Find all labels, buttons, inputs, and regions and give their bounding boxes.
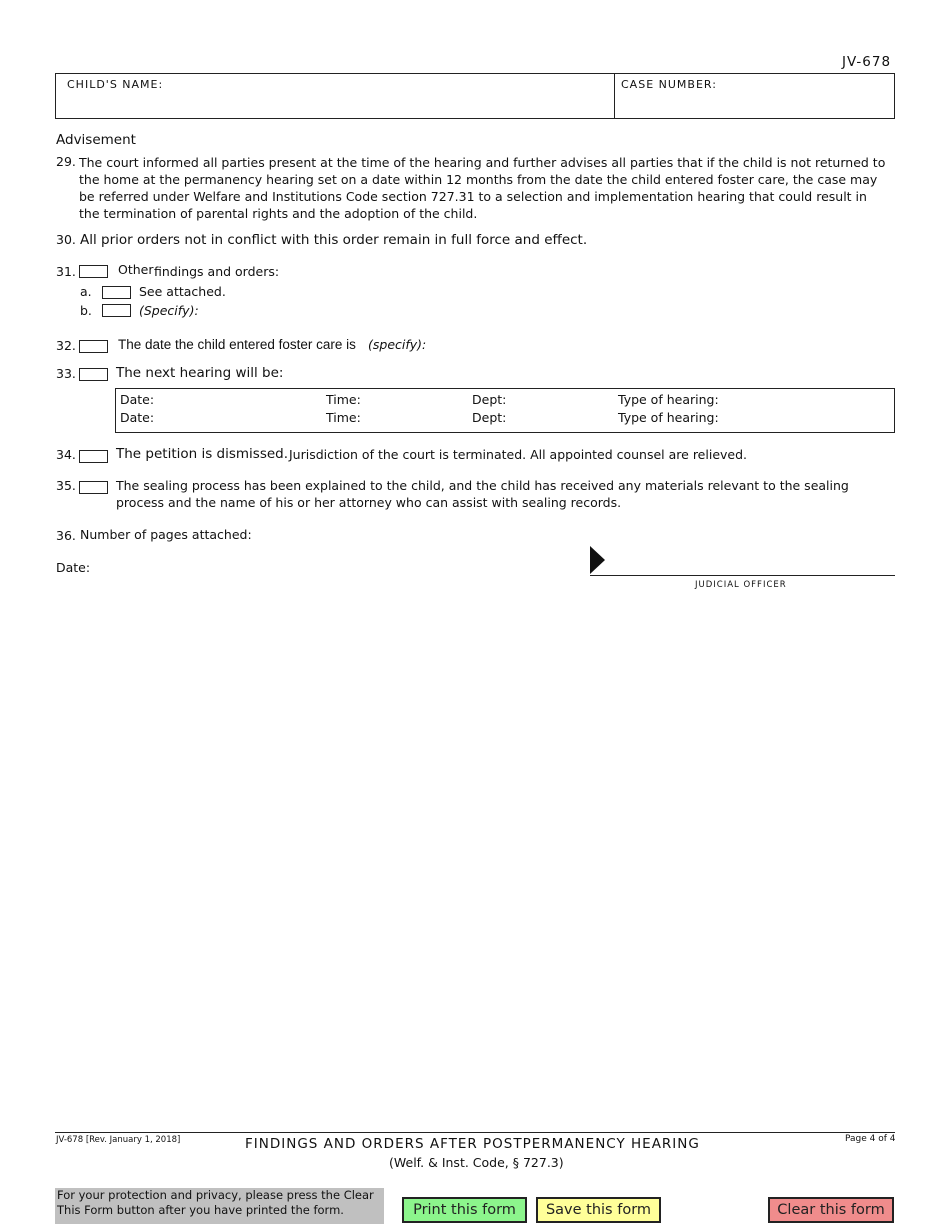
- item-35-checkbox[interactable]: [79, 481, 108, 494]
- item-34-checkbox[interactable]: [79, 450, 108, 463]
- item-34-number: 34.: [56, 447, 76, 462]
- item-33-number: 33.: [56, 366, 76, 381]
- item-31b-specify: (Specify):: [139, 303, 199, 318]
- item-36-text: Number of pages attached:: [80, 527, 252, 542]
- next-hearing-row: [116, 392, 894, 410]
- clear-form-button[interactable]: Clear this form: [768, 1197, 894, 1223]
- item-30-text: All prior orders not in conflict with this order remain in full force and effect.: [80, 232, 588, 248]
- item-32-specify: (specify):: [368, 337, 427, 352]
- next-hearing-row: [116, 410, 894, 428]
- item-34-text-a: The petition is dismissed.: [116, 446, 289, 462]
- child-name-field[interactable]: [67, 92, 607, 116]
- dept-label: Dept:: [472, 410, 507, 425]
- type-of-hearing-label: Type of hearing:: [618, 410, 719, 425]
- time-label: Time:: [326, 392, 361, 407]
- case-number-label: CASE NUMBER:: [621, 78, 717, 91]
- footer-subtitle: (Welf. & Inst. Code, § 727.3): [389, 1155, 564, 1170]
- item-35-number: 35.: [56, 478, 76, 493]
- item-29-text: The court informed all parties present at the time of the hearing and further advises all parties that if the child is not returned to the home at the permanency hearing set on a date within 12 months from the date the child entered foster care, the case may be referred under Welfare and Institutions Code section 727.31 to a selection and implementation hearing that could result in the termination of parental rights and the adoption of the child.: [79, 155, 886, 221]
- item-31a-letter: a.: [80, 284, 92, 299]
- dept-label: Dept:: [472, 392, 507, 407]
- signature-line[interactable]: [590, 575, 895, 576]
- footer-title: FINDINGS AND ORDERS AFTER POSTPERMANENCY HEARING: [245, 1136, 700, 1152]
- item-31b-checkbox[interactable]: [102, 304, 131, 317]
- date-label: Date:: [120, 410, 155, 425]
- item-31-other-label: Other: [118, 262, 154, 277]
- page-number: Page 4 of 4: [845, 1134, 896, 1144]
- item-32-checkbox[interactable]: [79, 340, 108, 353]
- caption-box: [55, 73, 895, 119]
- item-31-checkbox[interactable]: [79, 265, 108, 278]
- item-30-number: 30.: [56, 232, 76, 247]
- type-of-hearing-label: Type of hearing:: [618, 392, 719, 407]
- item-34-text-b: Jurisdiction of the court is terminated. All appointed counsel are relieved.: [289, 447, 748, 462]
- footer-rule: [55, 1132, 895, 1133]
- advisement-heading: Advisement: [56, 132, 136, 148]
- item-31b-letter: b.: [80, 303, 92, 318]
- item-33-checkbox[interactable]: [79, 368, 108, 381]
- time-label: Time:: [326, 410, 361, 425]
- child-name-label: CHILD'S NAME:: [67, 78, 164, 91]
- date-label: Date:: [120, 392, 155, 407]
- revision-date: JV-678 [Rev. January 1, 2018]: [56, 1135, 181, 1145]
- save-form-button[interactable]: Save this form: [536, 1197, 661, 1223]
- caption-divider: [614, 74, 615, 118]
- print-form-button[interactable]: Print this form: [402, 1197, 527, 1223]
- signature-arrow-icon: [590, 546, 605, 574]
- item-32-number: 32.: [56, 338, 76, 353]
- item-32-text: The date the child entered foster care is: [118, 337, 356, 352]
- case-number-field[interactable]: [621, 92, 889, 116]
- item-35-text: The sealing process has been explained to the child, and the child has received any materials relevant to the sealing process and the name of his or her attorney who can assist with sealing records.: [116, 478, 849, 510]
- item-31a-checkbox[interactable]: [102, 286, 131, 299]
- item-31-number: 31.: [56, 264, 76, 279]
- item-31a-text: See attached.: [139, 284, 226, 299]
- item-29-number: 29.: [56, 154, 76, 169]
- privacy-note: For your protection and privacy, please press the Clear This Form button after you have printed the form.: [55, 1188, 384, 1224]
- judicial-officer-label: JUDICIAL OFFICER: [695, 580, 787, 590]
- form-id: JV-678: [842, 54, 892, 70]
- date-label: Date:: [56, 560, 91, 575]
- item-36-number: 36.: [56, 528, 76, 543]
- item-31-text: findings and orders:: [154, 264, 280, 279]
- item-33-text: The next hearing will be:: [116, 365, 284, 381]
- next-hearing-table: [115, 388, 895, 433]
